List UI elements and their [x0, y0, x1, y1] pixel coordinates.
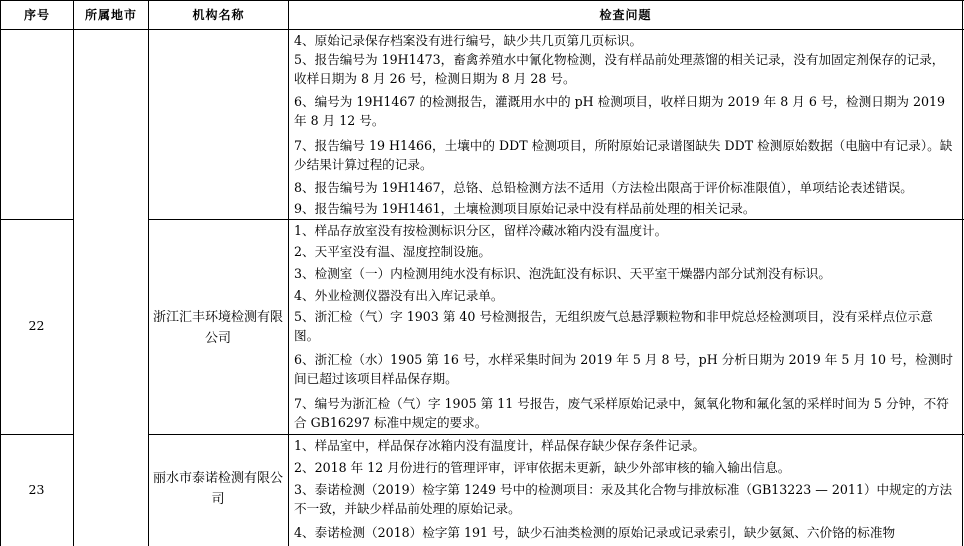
issue-line: 2、2018 年 12 月份进行的管理评审，评审依据未更新，缺少外部审核的输入输出信息。: [294, 460, 791, 475]
issue-line: 3、检测室（一）内检测用纯水没有标识、泡洗缸没有标识、天平室干燥器内部分试剂没有标识。: [294, 266, 831, 281]
table-border-left: [0, 0, 1, 546]
row-divider-2b: [148, 434, 964, 435]
issue-line: 6、浙汇检（水）1905 第 16 号，水样采集时间为 2019 年 5 月 8 号，pH 分析日期为 2019 年 5 月 10 号，检测时间已超过该项目样品保存期。: [294, 352, 953, 386]
issue-line: 9、报告编号为 19H1461，土壤检测项目原始记录中没有样品前处理的相关记录。: [294, 201, 756, 216]
header-org: 机构名称: [192, 8, 245, 22]
issue-line: 5、报告编号为 19H1473，畜禽养殖水中氰化物检测，没有样品前处理蒸馏的相关记录，没有加固定剂保存的记录，收样日期为 8 月 26 号，检测日期为 8 月 28 号。: [294, 52, 945, 86]
row-seq-23: 23: [28, 482, 45, 497]
org-name-23: 丽水市泰诺检测有限公司: [152, 471, 283, 507]
issue-line: 4、原始记录保存档案没有进行编号，缺少共几页第几页标识。: [294, 33, 643, 48]
issue-line: 2、天平室没有温、湿度控制设施。: [294, 244, 491, 259]
issue-line: 7、报告编号 19 H1466，土壤中的 DDT 检测项目，所附原始记录谱图缺失 DDT 检测原始数据（电脑中有记录）。缺少结果计算过程的记录。: [294, 138, 953, 172]
org-name-22: 浙江汇丰环境检测有限公司: [152, 310, 283, 346]
header-issues: 检查问题: [599, 8, 652, 22]
col-divider-2: [148, 0, 149, 546]
issue-line: 4、外业检测仪器没有出入库记录单。: [294, 288, 504, 303]
col-divider-1: [73, 0, 74, 546]
header-divider: [0, 29, 964, 30]
header-region: 所属地市: [84, 8, 137, 22]
issue-line: 4、泰诺检测（2018）检字第 191 号，缺少石油类检测的原始记录或记录索引，缺少氨氮、六价铬的标准物: [294, 525, 896, 540]
issue-line: 7、编号为浙汇检（气）字 1905 第 11 号报告，废气采样原始记录中，氮氧化物和氟化氢的采样时间为 5 分钟，不符合 GB16297 标准中规定的要求。: [294, 396, 949, 430]
row-seq-22: 22: [28, 318, 45, 333]
issue-line: 1、样品存放室没有按检测标识分区，留样冷藏冰箱内没有温度计。: [294, 223, 668, 238]
table-border-right: [962, 0, 963, 546]
row-divider-1: [0, 219, 73, 220]
col-divider-3: [288, 0, 289, 546]
row-divider-1b: [148, 219, 964, 220]
issue-line: 1、样品室中，样品保存冰箱内没有温度计，样品保存缺少保存条件记录。: [294, 438, 706, 453]
header-seq: 序号: [23, 8, 50, 22]
issue-line: 8、报告编号为 19H1467，总铬、总铅检测方法不适用（方法检出限高于评价标准限值），单项结论表述错误。: [294, 180, 913, 195]
issue-line: 5、浙汇检（气）字 1903 第 40 号检测报告，无组织废气总悬浮颗粒物和非甲烷总烃检测项目，没有采样点位示意图。: [294, 309, 933, 343]
issue-line: 3、泰诺检测（2019）检字第 1249 号中的检测项目：汞及其化合物与排放标准（GB13223 — 2011）中规定的方法不一致，并缺少样品前处理的原始记录。: [294, 482, 953, 516]
row-divider-2: [0, 434, 73, 435]
issue-line: 6、编号为 19H1467 的检测报告，灌溉用水中的 pH 检测项目，收样日期为 2019 年 8 月 6 号，检测日期为 2019 年 8 月 12 号。: [294, 94, 946, 128]
